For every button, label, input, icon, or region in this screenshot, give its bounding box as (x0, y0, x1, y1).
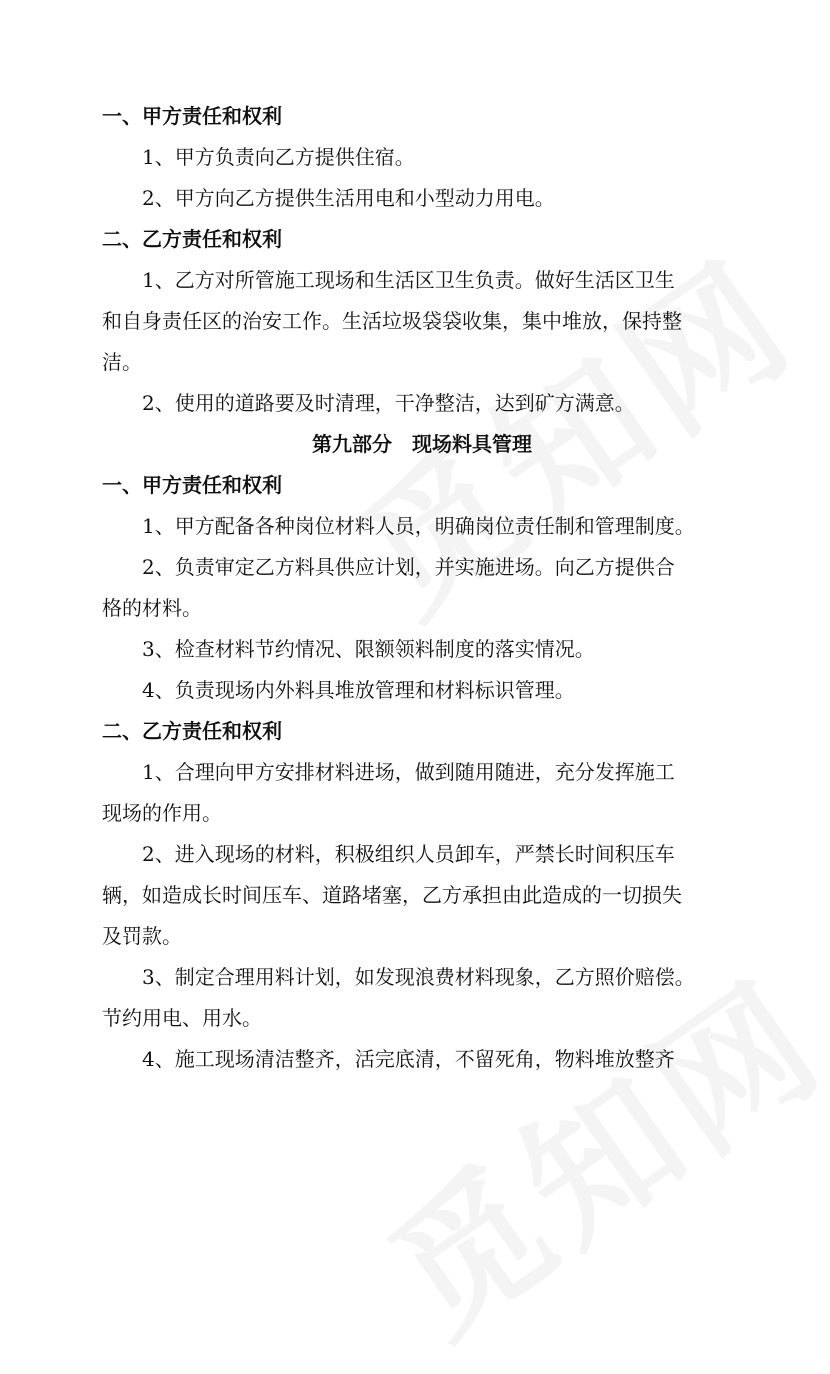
document-body (102, 96, 742, 1080)
section-heading: 二、乙方责任和权利 (102, 227, 282, 251)
paragraph-line: 4、负责现场内外料具堆放管理和材料标识管理。 (142, 678, 575, 702)
paragraph-line: 1、甲方负责向乙方提供住宿。 (142, 145, 415, 169)
paragraph-line: 1、合理向甲方安排材料进场，做到随用随进，充分发挥施工 (142, 760, 675, 784)
section-heading: 二、乙方责任和权利 (102, 719, 282, 743)
paragraph-line: 3、检查材料节约情况、限额领料制度的落实情况。 (142, 637, 595, 661)
part-title: 第九部分 现场料具管理 (312, 432, 532, 456)
paragraph-line: 1、乙方对所管施工现场和生活区卫生负责。做好生活区卫生 (142, 268, 675, 292)
paragraph-line: 1、甲方配备各种岗位材料人员，明确岗位责任制和管理制度。 (142, 514, 695, 538)
paragraph-line: 节约用电、用水。 (102, 1006, 262, 1030)
section-heading: 一、甲方责任和权利 (102, 104, 282, 128)
paragraph-line: 2、使用的道路要及时清理，干净整洁，达到矿方满意。 (142, 391, 635, 415)
paragraph-line: 4、施工现场清洁整齐，活完底清，不留死角，物料堆放整齐 (142, 1047, 675, 1071)
paragraph-line: 洁。 (102, 350, 142, 374)
paragraph-line: 辆，如造成长时间压车、道路堵塞，乙方承担由此造成的一切损失 (102, 883, 682, 907)
paragraph-line: 2、甲方向乙方提供生活用电和小型动力用电。 (142, 186, 555, 210)
paragraph-line: 现场的作用。 (102, 801, 222, 825)
paragraph-line: 和自身责任区的治安工作。生活垃圾袋袋收集，集中堆放，保持整 (102, 309, 682, 333)
paragraph-line: 2、进入现场的材料，积极组织人员卸车，严禁长时间积压车 (142, 842, 675, 866)
paragraph-line: 2、负责审定乙方料具供应计划，并实施进场。向乙方提供合 (142, 555, 675, 579)
section-heading: 一、甲方责任和权利 (102, 473, 282, 497)
paragraph-line: 3、制定合理用料计划，如发现浪费材料现象，乙方照价赔偿。 (142, 965, 695, 989)
paragraph-line: 及罚款。 (102, 924, 182, 948)
paragraph-line: 格的材料。 (102, 596, 202, 620)
